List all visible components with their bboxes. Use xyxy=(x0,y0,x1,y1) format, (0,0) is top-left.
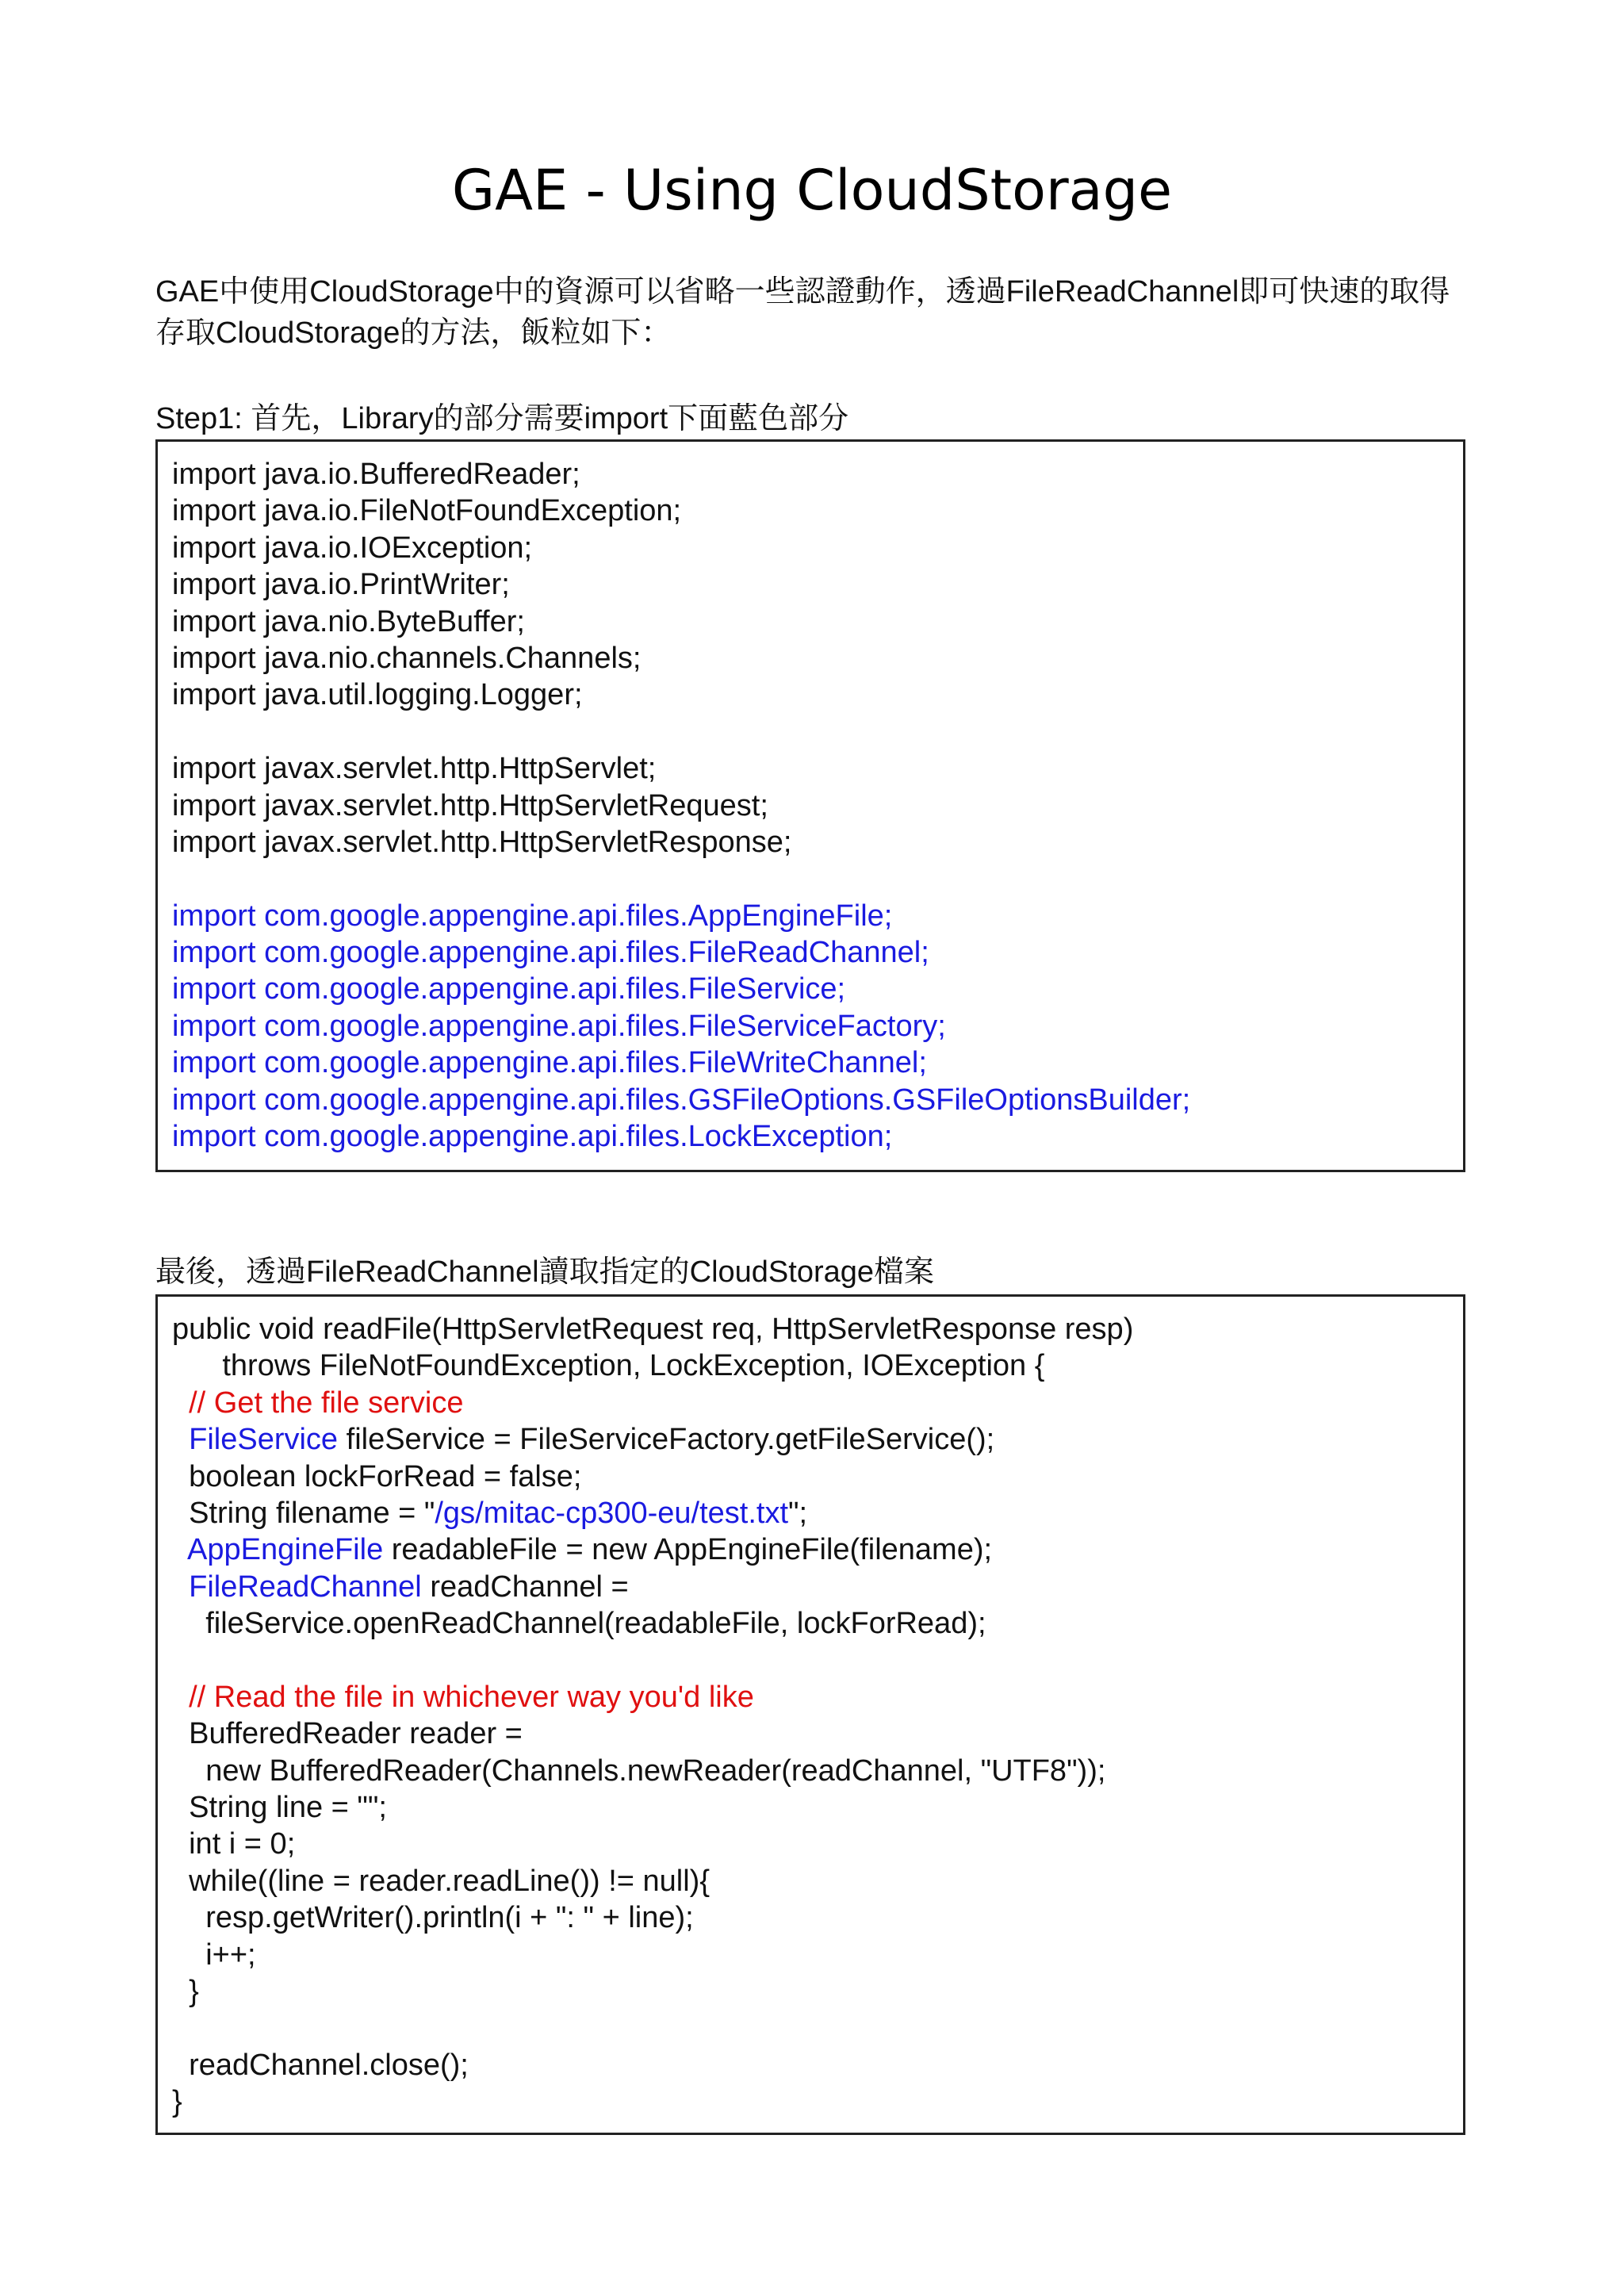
page-title: GAE - Using CloudStorage xyxy=(451,158,1173,223)
code-line: String line = ""; xyxy=(172,1791,387,1825)
code-line: fileService.openReadChannel(readableFile, lockForRead); xyxy=(172,1607,986,1641)
import-line-highlighted: import com.google.appengine.api.files.FileServiceFactory; xyxy=(172,1009,946,1043)
import-line-highlighted: import com.google.appengine.api.files.LockException; xyxy=(172,1120,893,1154)
import-line: import java.nio.channels.Channels; xyxy=(172,641,642,675)
blank-line xyxy=(172,1642,1449,1679)
code-comment: // Get the file service xyxy=(172,1386,464,1420)
step2-heading: 最後，透過FileReadChannel讀取指定的CloudStorage檔案 xyxy=(155,1255,935,1289)
import-line-highlighted: import com.google.appengine.api.files.FileReadChannel; xyxy=(172,936,929,970)
import-line: import javax.servlet.http.HttpServletResponse; xyxy=(172,825,792,859)
code-line: } xyxy=(172,1975,199,2009)
intro-line: 存取CloudStorage的方法，飯粒如下： xyxy=(155,316,672,350)
import-line: import java.nio.ByteBuffer; xyxy=(172,604,525,638)
code-fragment: readChannel = xyxy=(421,1570,629,1604)
code-fragment: "; xyxy=(788,1496,808,1530)
import-line: import java.io.PrintWriter; xyxy=(172,568,510,602)
code-line: throws FileNotFoundException, LockException, IOException { xyxy=(172,1349,1045,1383)
code-fragment: String filename = " xyxy=(172,1496,435,1530)
type-name: FileReadChannel xyxy=(189,1570,422,1604)
import-line: import java.io.FileNotFoundException; xyxy=(172,494,682,528)
code-line xyxy=(172,1421,1449,1458)
blank-line xyxy=(172,2010,1449,2046)
blank-line xyxy=(172,714,1449,750)
code-line: readChannel.close(); xyxy=(172,2048,469,2082)
type-name: FileService xyxy=(189,1423,339,1457)
code-line: BufferedReader reader = xyxy=(172,1717,523,1751)
code-line: public void readFile(HttpServletRequest req, HttpServletResponse resp) xyxy=(172,1313,1134,1346)
blank-line xyxy=(172,861,1449,897)
import-line: import javax.servlet.http.HttpServletRequest; xyxy=(172,788,768,822)
step1-heading: Step1: 首先，Library的部分需要import下面藍色部分 xyxy=(155,402,849,435)
import-line: import javax.servlet.http.HttpServlet; xyxy=(172,752,657,786)
intro-paragraph xyxy=(155,271,1488,354)
imports-code-box xyxy=(155,439,1465,1172)
code-line: boolean lockForRead = false; xyxy=(172,1459,582,1493)
code-line: resp.getWriter().println(i + ": " + line); xyxy=(172,1901,694,1935)
code-line xyxy=(172,1531,1449,1568)
import-line: import java.util.logging.Logger; xyxy=(172,678,583,712)
readfile-code-box xyxy=(155,1294,1465,2135)
intro-line: GAE中使用CloudStorage中的資源可以省略一些認證動作，透過FileReadChannel即可快速的取得 xyxy=(155,275,1450,309)
code-line xyxy=(172,1495,1449,1531)
type-name: AppEngineFile xyxy=(187,1533,384,1567)
code-line: } xyxy=(172,2085,182,2119)
code-fragment: readableFile = new AppEngineFile(filename); xyxy=(383,1533,993,1567)
import-line-highlighted: import com.google.appengine.api.files.AppEngineFile; xyxy=(172,899,893,933)
code-comment: // Read the file in whichever way you'd like xyxy=(172,1680,754,1714)
code-line xyxy=(172,1569,1449,1605)
import-line: import java.io.IOException; xyxy=(172,531,533,565)
import-line-highlighted: import com.google.appengine.api.files.FileWriteChannel; xyxy=(172,1046,927,1080)
code-line: int i = 0; xyxy=(172,1827,296,1861)
file-path: /gs/mitac-cp300-eu/test.txt xyxy=(435,1496,789,1530)
code-fragment: fileService = FileServiceFactory.getFileService(); xyxy=(338,1423,995,1457)
import-line: import java.io.BufferedReader; xyxy=(172,458,580,491)
code-line: i++; xyxy=(172,1938,256,1972)
import-line-highlighted: import com.google.appengine.api.files.GSFileOptions.GSFileOptionsBuilder; xyxy=(172,1083,1191,1117)
import-line-highlighted: import com.google.appengine.api.files.FileService; xyxy=(172,972,846,1006)
code-line: new BufferedReader(Channels.newReader(readChannel, "UTF8")); xyxy=(172,1754,1106,1788)
code-line: while((line = reader.readLine()) != null){ xyxy=(172,1864,710,1898)
